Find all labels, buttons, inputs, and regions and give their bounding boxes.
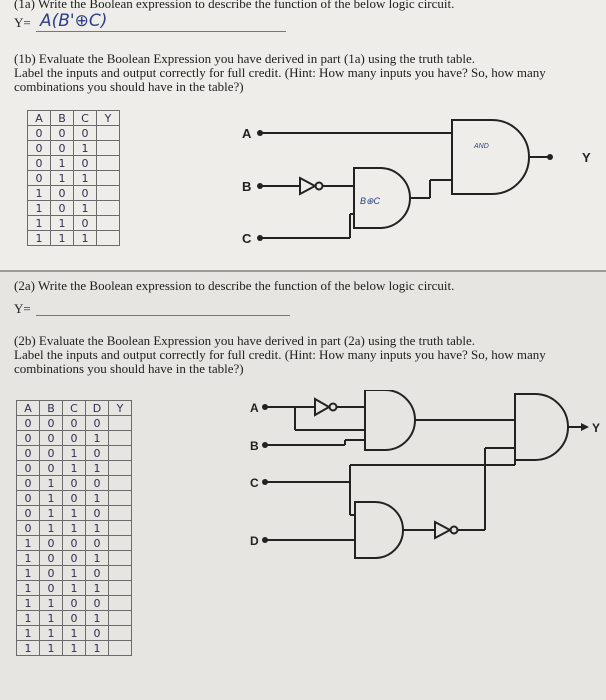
table-row [17, 461, 132, 476]
table-row [17, 506, 132, 521]
table-cell [109, 581, 132, 596]
question-2b-line3: combinations you should have in the table?) [14, 361, 244, 376]
table-cell: 1 [17, 536, 40, 551]
table-row [28, 201, 120, 216]
table-cell: 0 [28, 171, 51, 186]
table-header-cell: D [86, 401, 109, 416]
label-b-2: B [250, 439, 259, 453]
table-cell: 1 [63, 446, 86, 461]
table-cell: 1 [51, 216, 74, 231]
answer-line-2a [36, 315, 290, 316]
label-c-2: C [250, 476, 259, 490]
and-note: AND [474, 143, 489, 150]
table-cell: 0 [17, 491, 40, 506]
y-label-1: Y= [14, 15, 31, 30]
table-cell: 0 [40, 581, 63, 596]
table-cell: 1 [28, 201, 51, 216]
table-row [28, 126, 120, 141]
table-cell: 1 [40, 476, 63, 491]
table-header-cell: A [28, 111, 51, 126]
table-cell: 1 [63, 506, 86, 521]
table-cell [109, 476, 132, 491]
table-cell [109, 536, 132, 551]
table-cell: 0 [40, 461, 63, 476]
label-y: Y [582, 150, 591, 165]
table-cell: 1 [51, 171, 74, 186]
table-cell: 1 [17, 626, 40, 641]
table-cell: 0 [40, 431, 63, 446]
table-cell: 1 [51, 231, 74, 246]
table-cell [109, 566, 132, 581]
table-row [17, 446, 132, 461]
table-cell: 1 [86, 461, 109, 476]
table-cell: 0 [17, 431, 40, 446]
table-row [17, 596, 132, 611]
table-cell: 0 [17, 476, 40, 491]
table-cell: 1 [40, 611, 63, 626]
table-cell: 0 [86, 506, 109, 521]
table-row [28, 141, 120, 156]
table-row [17, 536, 132, 551]
table-row [28, 231, 120, 246]
table-cell: 0 [63, 551, 86, 566]
table-cell: 1 [17, 551, 40, 566]
table-cell: 0 [63, 476, 86, 491]
table-cell: 1 [63, 521, 86, 536]
table-cell: 1 [40, 521, 63, 536]
table-cell: 0 [74, 186, 97, 201]
table-cell: 1 [28, 231, 51, 246]
question-1b-line2: Label the inputs and output correctly for full credit. (Hint: How many inputs you have? So, how many [14, 65, 546, 80]
table-cell: 0 [86, 596, 109, 611]
table-cell: 0 [51, 201, 74, 216]
table-cell: 1 [17, 611, 40, 626]
label-a-2: A [250, 401, 259, 415]
table-cell: 0 [63, 431, 86, 446]
output-arrow-2 [581, 423, 589, 431]
table-cell: 1 [17, 641, 40, 656]
table-cell: 1 [17, 581, 40, 596]
table-row [28, 216, 120, 231]
table-cell [97, 156, 120, 171]
table-cell: 0 [51, 126, 74, 141]
table-cell [97, 201, 120, 216]
input-c-dot-2 [262, 479, 268, 485]
table-cell: 0 [51, 141, 74, 156]
table-header-cell: Y [109, 401, 132, 416]
table-header-row [28, 111, 120, 126]
label-c: C [242, 231, 252, 246]
table-header-cell: C [74, 111, 97, 126]
table-cell [109, 506, 132, 521]
input-b-dot-2 [262, 442, 268, 448]
output-dot [547, 154, 553, 160]
table-cell: 1 [86, 521, 109, 536]
table-cell: 0 [40, 446, 63, 461]
table-row [17, 626, 132, 641]
logic-circuit-2 [245, 390, 606, 670]
table-cell: 0 [40, 551, 63, 566]
table-cell: 0 [28, 156, 51, 171]
label-a: A [242, 126, 252, 141]
table-cell: 1 [51, 156, 74, 171]
table-cell: 0 [63, 416, 86, 431]
table-cell: 0 [86, 536, 109, 551]
table-cell [109, 521, 132, 536]
table-row [17, 491, 132, 506]
table-cell: 0 [86, 416, 109, 431]
table-cell: 0 [17, 521, 40, 536]
table-cell: 0 [40, 536, 63, 551]
table-cell: 1 [28, 186, 51, 201]
question-2a: (2a) Write the Boolean expression to describe the function of the below logic circuit. [14, 278, 455, 293]
table-cell: 1 [86, 431, 109, 446]
table-cell [97, 126, 120, 141]
table-cell: 1 [63, 566, 86, 581]
table-cell: 1 [17, 596, 40, 611]
xor-note: B⊕C [360, 196, 381, 206]
table-row [17, 611, 132, 626]
input-a-dot [257, 130, 263, 136]
table-cell: 0 [17, 416, 40, 431]
table-cell: 1 [28, 216, 51, 231]
table-cell: 1 [86, 581, 109, 596]
table-row [17, 416, 132, 431]
table-cell: 0 [86, 626, 109, 641]
question-1b-line3: combinations you should have in the table?) [14, 79, 244, 94]
table-cell: 1 [17, 566, 40, 581]
table-row [28, 171, 120, 186]
table-cell [109, 491, 132, 506]
table-cell: 0 [74, 216, 97, 231]
table-cell: 0 [63, 596, 86, 611]
table-cell: 1 [63, 641, 86, 656]
question-2b-line2: Label the inputs and output correctly for full credit. (Hint: How many inputs you have? So, how many [14, 347, 546, 362]
table-cell: 0 [28, 126, 51, 141]
table-cell: 0 [74, 156, 97, 171]
table-cell: 0 [40, 566, 63, 581]
table-cell [109, 596, 132, 611]
table-cell [97, 216, 120, 231]
table-cell: 1 [74, 201, 97, 216]
table-cell [109, 461, 132, 476]
table-cell [97, 186, 120, 201]
table-cell: 1 [63, 461, 86, 476]
part1-section [0, 0, 606, 270]
question-1b-line1: (1b) Evaluate the Boolean Expression you have derived in part (1a) using the truth table. [14, 51, 475, 66]
table-cell: 1 [40, 641, 63, 656]
table-cell: 0 [86, 446, 109, 461]
table-cell [109, 416, 132, 431]
table-cell: 0 [40, 416, 63, 431]
table-cell [109, 551, 132, 566]
table-cell [97, 141, 120, 156]
table-cell: 0 [63, 536, 86, 551]
input-d-dot-2 [262, 537, 268, 543]
table-cell: 0 [17, 506, 40, 521]
table-row [28, 156, 120, 171]
table-row [17, 476, 132, 491]
table-header-cell: Y [97, 111, 120, 126]
label-b: B [242, 179, 252, 194]
truth-table-2 [16, 400, 132, 656]
table-cell: 1 [86, 641, 109, 656]
table-cell: 1 [40, 491, 63, 506]
table-cell: 0 [51, 186, 74, 201]
table-cell [97, 231, 120, 246]
table-cell: 1 [86, 611, 109, 626]
table-cell: 0 [63, 611, 86, 626]
table-cell: 1 [63, 626, 86, 641]
table-cell: 1 [74, 231, 97, 246]
label-y-2: Y [592, 421, 601, 435]
table-cell: 1 [40, 626, 63, 641]
table-cell: 1 [40, 596, 63, 611]
table-cell: 1 [63, 581, 86, 596]
input-c-dot [257, 235, 263, 241]
logic-circuit-1 [230, 110, 606, 260]
handwritten-answer-1a: A(B'⊕C) [40, 11, 108, 31]
table-cell: 1 [74, 171, 97, 186]
table-cell: 1 [40, 506, 63, 521]
table-cell: 1 [74, 141, 97, 156]
input-a-dot-2 [262, 404, 268, 410]
table-header-cell: C [63, 401, 86, 416]
table-cell: 0 [86, 476, 109, 491]
table-cell [109, 641, 132, 656]
table-cell: 1 [86, 491, 109, 506]
table-header-cell: B [51, 111, 74, 126]
table-cell: 0 [86, 566, 109, 581]
table-row [17, 581, 132, 596]
table-row [28, 186, 120, 201]
input-b-dot [257, 183, 263, 189]
label-d-2: D [250, 534, 259, 548]
part2-section [0, 272, 606, 700]
table-row [17, 551, 132, 566]
answer-line-1a [36, 31, 286, 32]
table-row [17, 566, 132, 581]
table-row [17, 521, 132, 536]
truth-table-1 [27, 110, 120, 246]
question-1a: (1a) Write the Boolean expression to describe the function of the below logic circuit. [14, 0, 455, 11]
table-cell: 0 [17, 461, 40, 476]
table-header-cell: A [17, 401, 40, 416]
table-cell [109, 626, 132, 641]
table-header-row [17, 401, 132, 416]
table-cell [109, 446, 132, 461]
table-cell: 0 [28, 141, 51, 156]
table-cell [109, 431, 132, 446]
table-row [17, 431, 132, 446]
question-2b-line1: (2b) Evaluate the Boolean Expression you have derived in part (2a) using the truth table. [14, 333, 475, 348]
table-cell: 1 [86, 551, 109, 566]
y-label-2: Y= [14, 301, 31, 316]
table-header-cell: B [40, 401, 63, 416]
table-cell: 0 [63, 491, 86, 506]
table-cell [97, 171, 120, 186]
table-cell [109, 611, 132, 626]
table-row [17, 641, 132, 656]
table-cell: 0 [17, 446, 40, 461]
table-cell: 0 [74, 126, 97, 141]
